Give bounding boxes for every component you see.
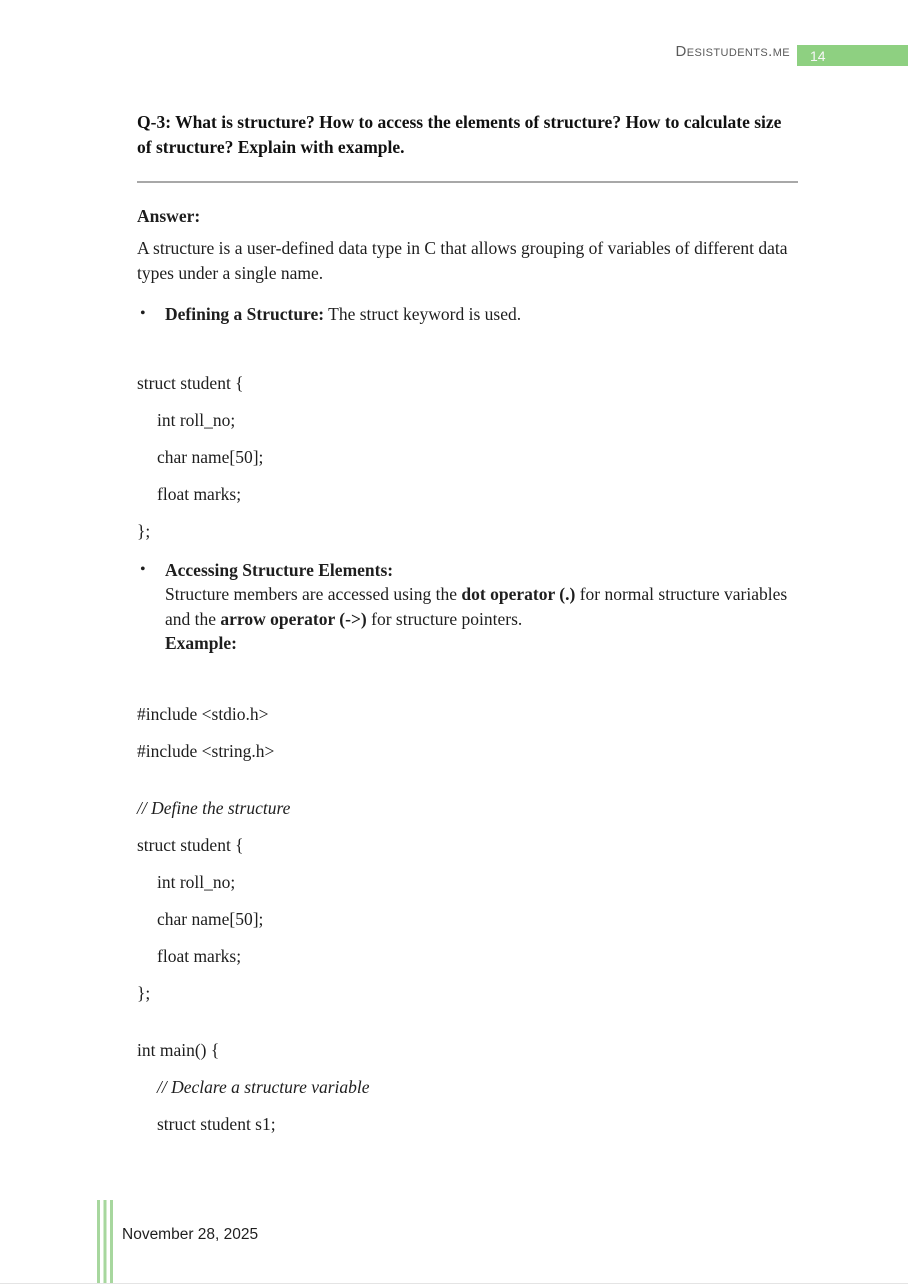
bullet-accessing-body [165, 558, 798, 656]
footer-date: November 28, 2025 [122, 1226, 259, 1243]
bullet-accessing-elements [137, 558, 798, 656]
program-line-2: #include <string.h> [137, 740, 275, 761]
program-line-11: struct student s1; [157, 1113, 276, 1134]
question-heading: Q-3: What is structure? How to access the elements of structure? How to calculate size of structure? Explain with example. [137, 112, 782, 157]
site-name: Desistudents.me [675, 43, 790, 60]
section-divider [137, 181, 798, 183]
program-line-3-comment: // Define the structure [137, 797, 291, 818]
accessing-seg-3: for normal structure variables and the [165, 584, 788, 629]
accessing-seg-1: Structure members are accessed using the [165, 584, 462, 604]
struct-definition-code-block [137, 373, 798, 541]
program-line-10-comment: // Declare a structure variable [157, 1076, 370, 1097]
document-content [137, 110, 798, 1151]
struct-code-line-2: int roll_no; [157, 409, 236, 430]
dot-operator-bold: dot operator (.) [461, 584, 576, 604]
bullet-defining-body [165, 302, 798, 327]
page-number: 14 [810, 47, 826, 64]
bullet-defining-structure [137, 302, 798, 327]
footer-stripes-icon [97, 1200, 114, 1283]
struct-code-line-3: char name[50]; [157, 446, 264, 467]
program-line-6: char name[50]; [157, 908, 264, 929]
example-program-code-block [137, 704, 798, 1134]
answer-label: Answer: [137, 206, 201, 226]
program-line-8: }; [137, 982, 151, 1003]
defining-structure-text: The struct keyword is used. [324, 304, 522, 324]
arrow-operator-bold: arrow operator (->) [220, 608, 367, 629]
accessing-elements-heading: Accessing Structure Elements: [165, 559, 394, 580]
struct-code-line-4: float marks; [157, 483, 242, 504]
program-line-4: struct student { [137, 834, 244, 855]
example-label: Example: [165, 633, 237, 653]
program-line-7: float marks; [157, 945, 242, 966]
program-line-9: int main() { [137, 1039, 220, 1060]
bullet-icon: • [140, 305, 146, 322]
struct-code-line-1: struct student { [137, 372, 244, 393]
bullet-icon: • [140, 560, 146, 578]
page-number-badge [797, 45, 908, 66]
answer-intro: A structure is a user-defined data type in C that allows grouping of variables of different data types under a single name. [137, 238, 788, 283]
accessing-seg-5: for structure pointers. [366, 608, 523, 629]
struct-code-line-5: }; [137, 520, 151, 541]
program-line-5: int roll_no; [157, 871, 236, 892]
program-line-1: #include <stdio.h> [137, 703, 269, 724]
accessing-elements-text [165, 582, 798, 631]
defining-structure-heading: Defining a Structure: [165, 304, 325, 324]
